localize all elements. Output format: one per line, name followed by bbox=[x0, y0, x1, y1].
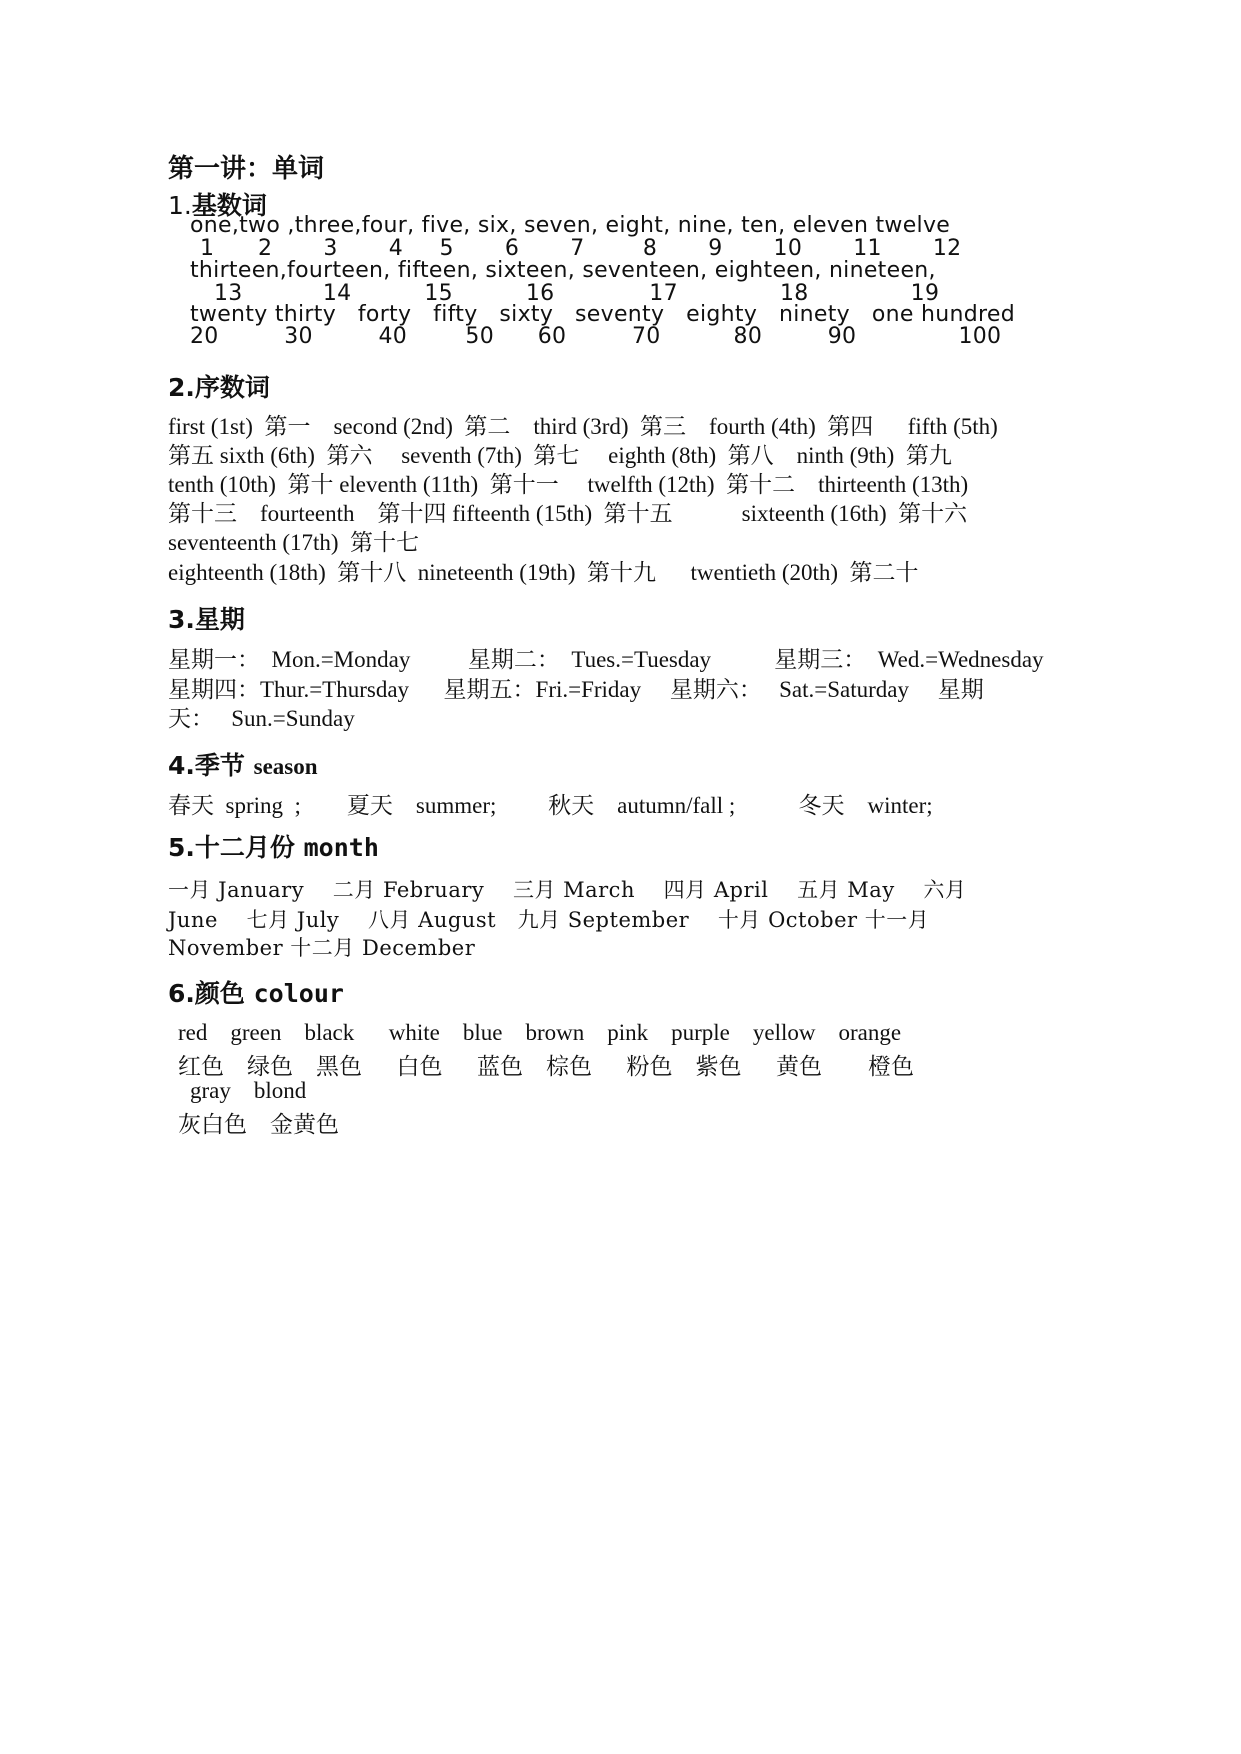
cardinal-line-2: 1 2 3 4 5 6 7 8 9 10 11 12 bbox=[200, 236, 962, 261]
section-number: 1. bbox=[168, 191, 192, 220]
colours-line-2: 红色 绿色 黑色 白色 蓝色 棕色 粉色 紫色 黄色 橙色 bbox=[178, 1054, 914, 1079]
cardinal-line-4: 13 14 15 16 17 18 19 bbox=[214, 281, 940, 306]
page-title: 第一讲：单词 bbox=[168, 154, 325, 184]
months-line-3: November 十二月 December bbox=[168, 936, 476, 960]
section-heading-colours bbox=[168, 974, 344, 1010]
section-title: 基数词 bbox=[191, 191, 267, 220]
cardinal-line-1: one,two ,three,four, five, six, seven, eight, nine, ten, eleven twelve bbox=[190, 213, 951, 238]
cardinal-line-6: 20 30 40 50 60 70 80 90 100 bbox=[190, 324, 1002, 349]
section-heading-ordinal: 2.序数词 bbox=[168, 373, 270, 402]
section-title: 5.十二月份 bbox=[168, 833, 295, 862]
weekdays-line-3: 天： Sun.=Sunday bbox=[168, 706, 355, 731]
weekdays-line-1: 星期一： Mon.=Monday 星期二： Tues.=Tuesday 星期三： Wed.=Wednesday bbox=[168, 647, 1044, 672]
cardinal-line-5: twenty thirty forty fifty sixty seventy eighty ninety one hundred bbox=[190, 302, 1015, 327]
section-title-en: season bbox=[253, 754, 318, 779]
section-heading-seasons bbox=[168, 746, 318, 782]
section-title-en: month bbox=[303, 833, 379, 862]
weekdays-line-2: 星期四：Thur.=Thursday 星期五：Fri.=Friday 星期六： Sat.=Saturday 星期 bbox=[168, 677, 984, 702]
colours-line-3: gray blond bbox=[190, 1078, 307, 1103]
seasons-line: 春天 spring ; 夏天 summer; 秋天 autumn/fall ; 冬天 winter; bbox=[168, 793, 933, 818]
colours-line-1: red green black white blue brown pink purple yellow orange bbox=[178, 1020, 902, 1045]
cardinal-line-3: thirteen,fourteen, fifteen, sixteen, seventeen, eighteen, nineteen, bbox=[190, 258, 936, 283]
ordinal-line-6: eighteenth (18th) 第十八 nineteenth (19th) 第十九 twentieth (20th) 第二十 bbox=[168, 560, 919, 585]
ordinal-line-4: 第十三 fourteenth 第十四 fifteenth (15th) 第十五 sixteenth (16th) 第十六 bbox=[168, 501, 968, 526]
months-line-2: June 七月 July 八月 August 九月 September 十月 October 十一月 bbox=[168, 908, 930, 932]
ordinal-line-5: seventeenth (17th) 第十七 bbox=[168, 530, 420, 555]
section-heading-months bbox=[168, 828, 379, 864]
section-title: 4.季节 bbox=[168, 751, 245, 780]
ordinal-line-2: 第五 sixth (6th) 第六 seventh (7th) 第七 eighth (8th) 第八 ninth (9th) 第九 bbox=[168, 443, 952, 468]
ordinal-line-3: tenth (10th) 第十 eleventh (11th) 第十一 twelfth (12th) 第十二 thirteenth (13th) bbox=[168, 472, 969, 497]
section-heading-weekdays: 3.星期 bbox=[168, 605, 245, 634]
section-title: 6.颜色 bbox=[168, 979, 245, 1008]
ordinal-line-1: first (1st) 第一 second (2nd) 第二 third (3rd) 第三 fourth (4th) 第四 fifth (5th) bbox=[168, 414, 998, 439]
months-line-1: 一月 January 二月 February 三月 March 四月 April 五月 May 六月 bbox=[168, 878, 967, 902]
colours-line-4: 灰白色 金黄色 bbox=[178, 1112, 339, 1137]
section-title-en: colour bbox=[253, 979, 344, 1008]
